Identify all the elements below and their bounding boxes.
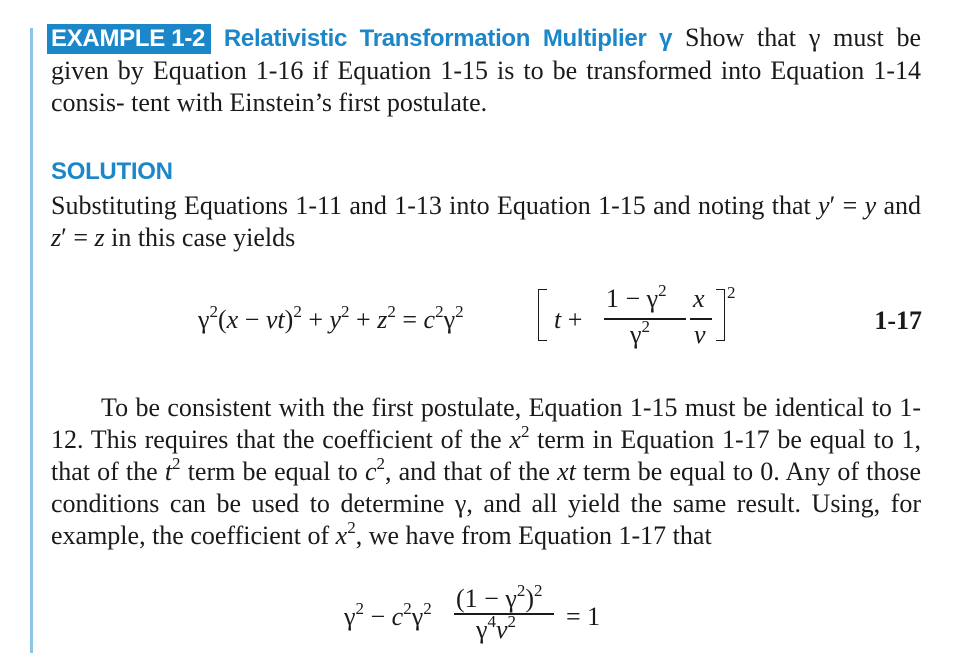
para-text: term be equal to 0. Any of those conditions can be used to determine γ, and all yield the same result. Using, for example, the coefficient of [51,457,922,550]
equation-number: 1-17 [874,306,922,335]
para-text: , we have from Equation 1-17 that [355,521,712,550]
intro-text-b: in this case yields [111,223,296,252]
para-text: , and that of the [384,457,550,486]
solution-heading: SOLUTION [51,158,173,185]
margin-rule [30,28,33,653]
para-text: To be consistent with the first postulate, Equation 1-15 must be identical to 1-12. This requires that the coefficient of the [51,393,921,454]
left-bracket [538,289,547,341]
para-text: term be equal to [187,457,358,486]
right-bracket [716,289,725,341]
solution-paragraph: To be consistent with the first postulate, Equation 1-15 must be identical to 1-12. This requires that the coefficient of the $x^2$ term in Equation 1-17 be equal to 1, that of the $t^2$ term be equal to $c^2$, and that of the xt term be equal to 0. Any of those conditions can be used to determine γ, and all yield the same result. Using, for example, the coefficient of $x^2$, we have from Equation 1-17 that [51,393,922,550]
example-statement-end: tent with Einstein’s first postulate. [131,88,488,117]
example-badge: EXAMPLE 1-2 [47,24,211,54]
example-statement: Show that γ must be given by Equation 1-16 if Equation 1-15 is to be transformed into Equation 1-14 consis- [51,23,921,117]
example-paragraph [51,22,921,119]
solution-intro: Substituting Equations 1-11 and 1-13 into Equation 1-15 and noting that y′ = y and z′ = z in this case yields [51,191,922,252]
intro-text-a: Substituting Equations 1-11 and 1-13 into Equation 1-15 and noting that [51,191,811,220]
para-text: term in Equation 1-17 be equal to 1, that of the [51,425,922,486]
example-title: Relativistic Transformation Multiplier γ [223,25,673,52]
